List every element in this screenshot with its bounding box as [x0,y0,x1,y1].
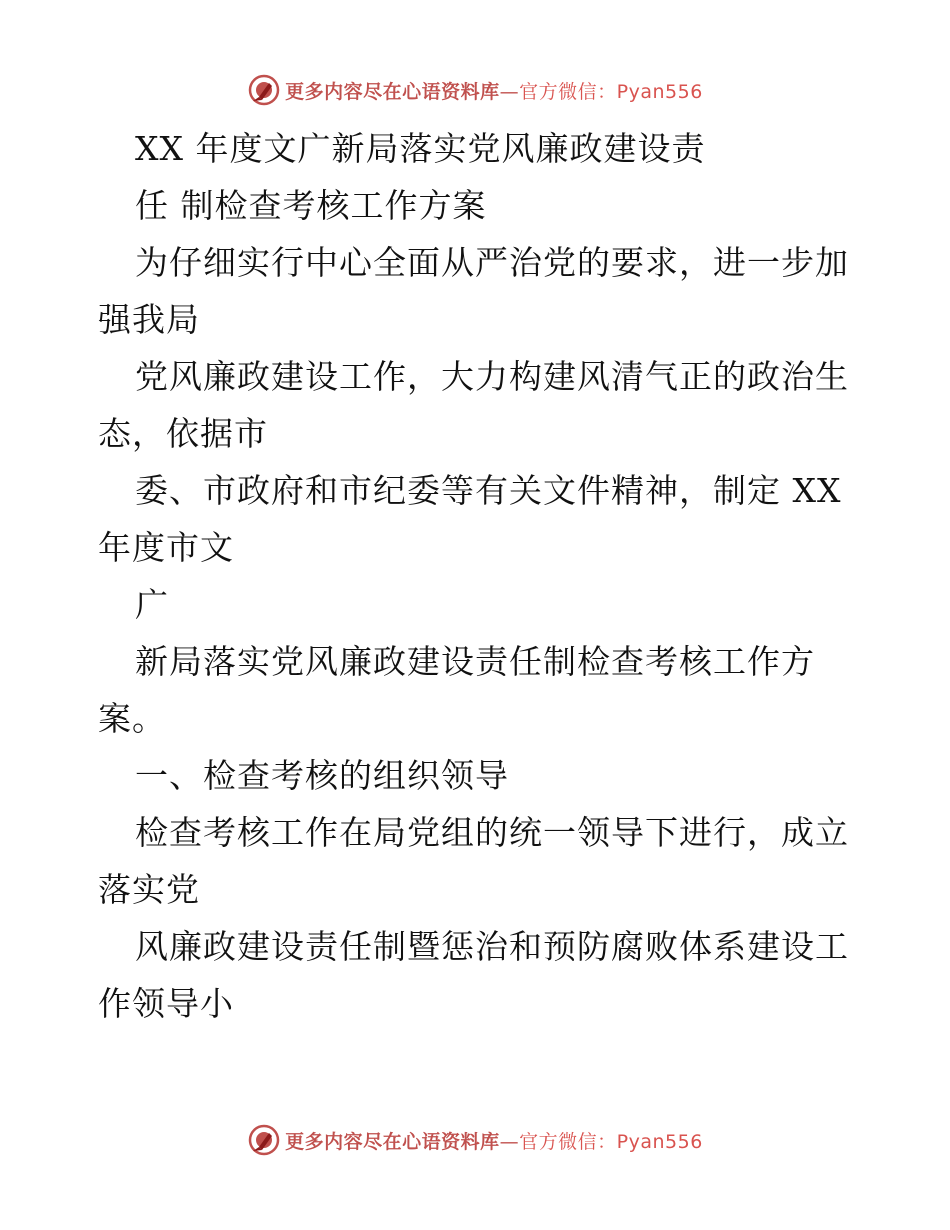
banner-text-main: 更多内容尽在心语资料库 [285,80,500,103]
paragraph-line: 强我局 [98,300,200,339]
paragraph-line: 风廉政建设责任制暨惩治和预防腐败体系建设工 [135,927,849,966]
paragraph-line: 委、市政府和市纪委等有关文件精神，制定 XX [135,471,842,510]
section-heading: 一、检查考核的组织领导 [135,756,509,795]
banner-text-dash: — [499,1130,520,1153]
banner-text [285,1127,703,1154]
paragraph-line: 作领导小 [98,984,234,1023]
footer-banner [0,1120,950,1160]
pen-badge-icon [247,1123,281,1157]
banner-text-contact: 官方微信：Pyan556 [519,80,703,103]
document-body [98,120,858,1032]
header-banner [0,70,950,110]
paragraph-line: 态，依据市 [98,414,268,453]
paragraph-line: 新局落实党风廉政建设责任制检查考核工作方 [135,642,815,681]
banner-text-dash: — [499,80,520,103]
paragraph-line: 为仔细实行中心全面从严治党的要求，进一步加 [135,243,849,282]
paragraph-line: 落实党 [98,870,200,909]
paragraph-line: 检查考核工作在局党组的统一领导下进行，成立 [135,813,849,852]
paragraph-line: 案。 [98,699,166,738]
banner-text-contact: 官方微信：Pyan556 [519,1130,703,1153]
pen-badge-icon [247,73,281,107]
banner-text-main: 更多内容尽在心语资料库 [285,1130,500,1153]
title-line-1: XX 年度文广新局落实党风廉政建设责 [135,129,706,168]
paragraph-line: 年度市文 [98,528,234,567]
paragraph-line: 广 [135,585,169,624]
title-line-2: 任 制检查考核工作方案 [135,186,487,225]
paragraph-line: 党风廉政建设工作，大力构建风清气正的政治生 [135,357,849,396]
banner-text [285,77,703,104]
